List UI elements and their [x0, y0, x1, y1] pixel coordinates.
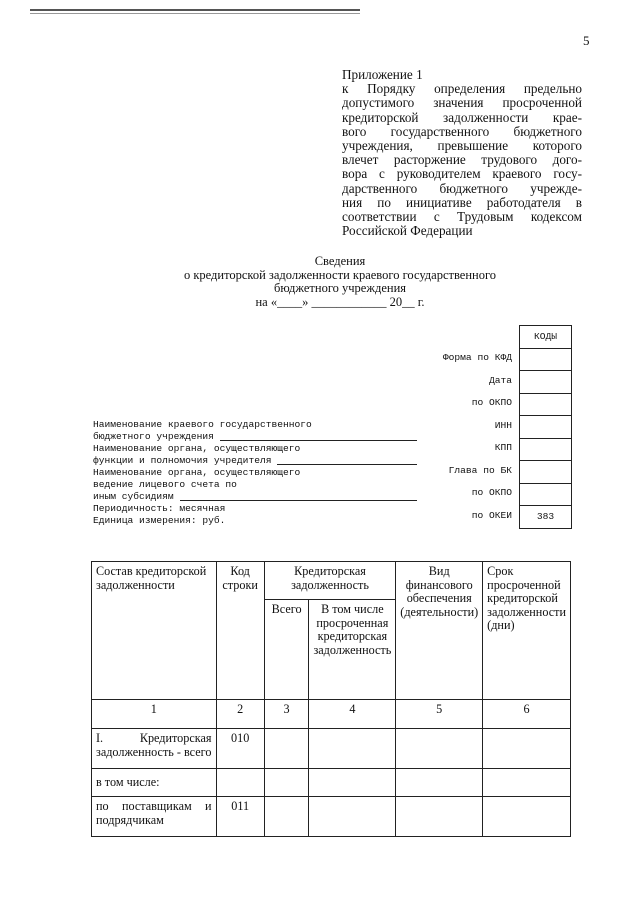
col-number: 2	[216, 700, 264, 729]
cell-total[interactable]	[264, 729, 309, 769]
org-line: Наименование органа, осуществляющего	[93, 466, 301, 478]
appendix-line: Приложение 1	[342, 67, 423, 82]
code-cell-kpp[interactable]	[520, 438, 571, 461]
col-number: 4	[309, 700, 396, 729]
cell-overdue[interactable]	[309, 729, 396, 769]
code-label: по ОКЕИ	[471, 509, 512, 521]
header-composition: Состав кредиторской задолженности	[92, 562, 217, 700]
code-cell-form[interactable]	[520, 348, 571, 371]
header-total: Всего	[264, 600, 309, 700]
code-label: КПП	[494, 442, 512, 453]
row-code	[216, 769, 264, 797]
row-code: 011	[216, 797, 264, 837]
unit-of-measure: Единица измерения: руб.	[93, 514, 226, 526]
header-finance: Вид финансового обеспечения (деятельности)	[396, 562, 483, 700]
appendix-line: дарственного бюджетного учрежде-	[342, 180, 582, 196]
institution-name-field[interactable]	[220, 431, 417, 441]
appendix-line: ния по инициативе работодателя в	[342, 194, 582, 210]
row-code: 010	[216, 729, 264, 769]
cell-finance[interactable]	[396, 797, 483, 837]
periodicity: Периодичность: месячная	[93, 502, 226, 514]
appendix-line: соответствии с Трудовым кодексом	[342, 209, 582, 225]
code-cell-inn[interactable]	[520, 415, 571, 438]
code-cell-okpo-2[interactable]	[520, 483, 571, 506]
code-cell-okpo[interactable]	[520, 393, 571, 416]
appendix-line: влечет расторжение трудового дого-	[342, 152, 582, 168]
document-title	[0, 255, 640, 309]
cell-term[interactable]	[483, 769, 571, 797]
header-term: Срок просроченной кредиторской задолженности (дни)	[483, 562, 571, 700]
code-label: Дата	[488, 374, 512, 386]
appendix-line: вора с руководителем краевого госу-	[342, 166, 582, 182]
appendix-line: учреждения, превышение которого	[342, 138, 582, 154]
cell-term[interactable]	[483, 729, 571, 769]
title-date-line: на «____» ____________ 20__ г.	[255, 294, 425, 309]
row-name: в том числе:	[92, 769, 217, 797]
cell-finance[interactable]	[396, 729, 483, 769]
org-line: Наименование краевого государственного	[93, 419, 312, 430]
code-cell-okei[interactable]: 383	[520, 505, 571, 528]
header-overdue: В том числе просроченная кредиторская задолженность	[309, 600, 396, 700]
appendix-line: кредиторской задолженности крае-	[342, 109, 582, 125]
table-row	[92, 797, 571, 837]
cell-total[interactable]	[264, 769, 309, 797]
cell-overdue[interactable]	[309, 797, 396, 837]
appendix-line: к Порядку определения предельно	[342, 81, 582, 97]
header-credit: Кредиторская задолженность	[264, 562, 396, 600]
table-row	[92, 769, 571, 797]
org-line: ведение лицевого счета по	[93, 478, 237, 490]
cell-term[interactable]	[483, 797, 571, 837]
code-label: Глава по БК	[448, 464, 512, 476]
org-line: иным субсидиям	[93, 490, 174, 502]
appendix-line: Российской Федерации	[342, 223, 473, 239]
col-number: 1	[92, 700, 217, 729]
col-number: 3	[264, 700, 309, 729]
appendix-line: допустимого значения просроченной	[342, 95, 582, 111]
cell-overdue[interactable]	[309, 769, 396, 797]
code-cell-date[interactable]	[520, 370, 571, 393]
org-line: функции и полномочия учредителя	[93, 454, 272, 466]
cell-finance[interactable]	[396, 769, 483, 797]
col-number: 6	[483, 700, 571, 729]
code-cell-bk[interactable]	[520, 460, 571, 483]
col-number: 5	[396, 700, 483, 729]
code-label: по ОКПО	[471, 397, 512, 408]
org-line: бюджетного учреждения	[93, 430, 214, 442]
org-details	[93, 419, 423, 526]
title-line: бюджетного учреждения	[273, 281, 407, 295]
row-name: I. Кредиторская задолженность - всего	[92, 729, 217, 769]
org-line: Наименование органа, осуществляющего	[93, 442, 301, 454]
header-code: Код строки	[216, 562, 264, 700]
code-label: Форма по КФД	[442, 352, 512, 363]
appendix-line: вого государственного бюджетного	[342, 123, 582, 139]
row-name: по поставщикам и подрядчикам	[92, 797, 217, 837]
title-line: о кредиторской задолженности краевого государственного	[183, 267, 497, 282]
account-org-field[interactable]	[180, 491, 417, 501]
page-number: 5	[583, 33, 590, 48]
cell-total[interactable]	[264, 797, 309, 837]
code-label: по ОКПО	[471, 487, 512, 498]
codes-header: КОДЫ	[533, 331, 558, 342]
table-row	[92, 729, 571, 769]
founder-name-field[interactable]	[277, 455, 417, 465]
codes-box	[519, 325, 572, 529]
header-rule-thin	[30, 13, 360, 14]
appendix-note	[342, 68, 582, 238]
header-rule	[30, 9, 360, 11]
title-line: Сведения	[314, 254, 366, 268]
debt-table	[91, 561, 571, 837]
code-label: ИНН	[494, 419, 512, 431]
